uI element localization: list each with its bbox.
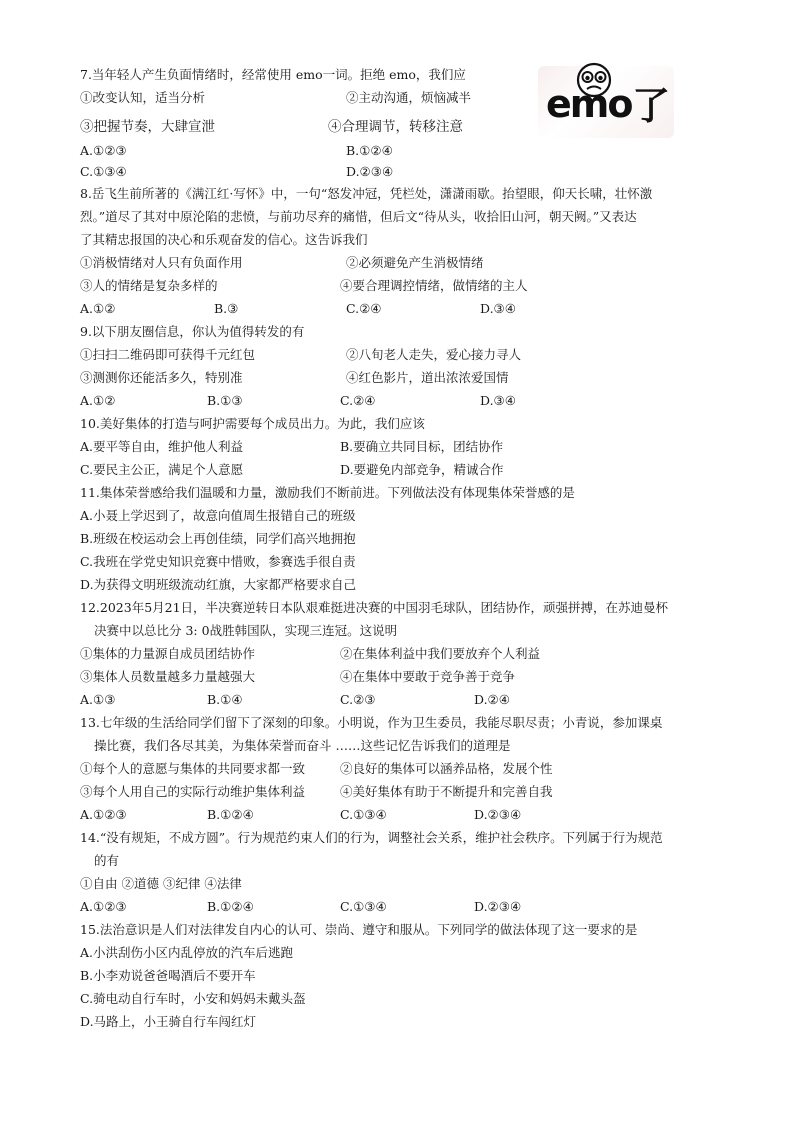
q7-option-3: ③把握节奏，大肆宣泄 [80, 119, 215, 135]
q13-choice-c: C.①③④ [340, 807, 387, 822]
q12-choice-b: B.①④ [207, 692, 243, 707]
q14-choice-b: B.①②④ [207, 899, 254, 914]
q11-choice-d: D.为获得文明班级流动红旗，大家都严格要求自己 [80, 577, 357, 592]
q9-option-4: ④红色影片，道出浓浓爱国情 [346, 370, 509, 385]
q7-option-2: ②主动沟通，烦恼减半 [346, 90, 472, 105]
q7-choice-c: C.①③④ [80, 164, 127, 179]
q12-choice-d: D.②④ [474, 692, 510, 707]
q9-stem: 9.以下朋友圈信息，你认为值得转发的有 [80, 324, 305, 339]
q9-choice-b: B.①③ [207, 393, 243, 408]
q12-option-2: ②在集体利益中我们要放弃个人利益 [340, 646, 541, 661]
q9-choice-d: D.③④ [480, 393, 516, 408]
q12-option-3: ③集体人员数量越多力量越强大 [80, 669, 256, 684]
q8-stem-line3: 了其精忠报国的决心和乐观奋发的信心。这告诉我们 [80, 232, 368, 247]
q8-option-3: ③人的情绪是复杂多样的 [80, 278, 218, 293]
q12-option-1: ①集体的力量源自成员团结协作 [80, 646, 256, 661]
q14-stem-line2: 的有 [94, 853, 120, 868]
q13-stem-line1: 13.七年级的生活给同学们留下了深刻的印象。小明说，作为卫生委员，我能尽职尽责；小青说，参加课桌 [80, 715, 663, 730]
q13-choice-d: D.②③④ [474, 807, 522, 822]
q15-choice-b: B.小李劝说爸爸喝酒后不要开车 [80, 968, 256, 983]
q13-option-3: ③每个人用自己的实际行动维护集体利益 [80, 784, 306, 799]
q10-stem: 10.美好集体的打造与呵护需要每个成员出力。为此，我们应该 [80, 416, 425, 431]
q9-choice-a: A.①② [80, 393, 116, 408]
q14-stem-line1: 14.“没有规矩，不成方圆”。行为规范约束人们的行为，调整社会关系，维护社会秩序。下列属于行为规范 [80, 830, 663, 845]
q9-option-1: ①扫扫二维码即可获得千元红包 [80, 347, 256, 362]
q12-choice-a: A.①③ [80, 692, 116, 707]
q11-choice-b: B.班级在校运动会上再创佳绩，同学们高兴地拥抱 [80, 531, 356, 546]
q15-choice-d: D.马路上，小王骑自行车闯红灯 [80, 1014, 257, 1029]
q7-option-4: ④合理调节，转移注意 [328, 119, 463, 135]
q11-choice-a: A.小聂上学迟到了，故意向值周生报错自己的班级 [80, 508, 356, 523]
q8-option-1: ①消极情绪对人只有负面作用 [80, 255, 243, 270]
q7-option-1: ①改变认知，适当分析 [80, 90, 206, 105]
q7-stem: 7.当年轻人产生负面情绪时，经常使用 emo一词。拒绝 emo，我们应 [80, 67, 466, 82]
q15-stem: 15.法治意识是人们对法律发自内心的认可、崇尚、遵守和服从。下列同学的做法体现了这一要求的是 [80, 922, 638, 937]
q10-choice-a: A.要平等自由，维护他人利益 [80, 439, 244, 454]
q13-option-4: ④美好集体有助于不断提升和完善自我 [340, 784, 553, 799]
q13-choice-a: A.①②③ [80, 807, 127, 822]
emo-illustration [538, 62, 674, 138]
q9-choice-c: C.②④ [340, 393, 376, 408]
q12-option-4: ④在集体中要敢于竞争善于竞争 [340, 669, 516, 684]
q8-option-4: ④要合理调控情绪，做情绪的主人 [340, 278, 528, 293]
q7-choice-a: A.①②③ [80, 143, 127, 158]
emo-word: emo [546, 82, 632, 126]
emo-le-char: 了 [632, 84, 671, 128]
q10-choice-d: D.要避免内部竞争，精诚合作 [340, 462, 504, 477]
q8-choice-a: A.①② [80, 301, 116, 316]
q11-choice-c: C.我班在学党史知识竞赛中惜败，参赛选手很自责 [80, 554, 356, 569]
q14-options: ①自由 ②道德 ③纪律 ④法律 [80, 876, 242, 891]
q12-choice-c: C.②③ [340, 692, 376, 707]
q13-stem-line2: 操比赛，我们各尽其美，为集体荣誉而奋斗 ……这些记忆告诉我们的道理是 [94, 738, 511, 753]
q12-stem-line1: 12.2023年5月21日，半决赛逆转日本队艰难挺进决赛的中国羽毛球队，团结协作，顽强拼搏，在苏迪曼杯 [80, 600, 669, 615]
q14-choice-d: D.②③④ [474, 899, 522, 914]
q15-choice-a: A.小洪刮伤小区内乱停放的汽车后逃跑 [80, 945, 294, 960]
q13-option-1: ①每个人的意愿与集体的共同要求都一致 [80, 761, 306, 776]
q8-choice-d: D.③④ [480, 301, 516, 316]
q11-stem: 11.集体荣誉感给我们温暖和力量，激励我们不断前进。下列做法没有体现集体荣誉感的是 [80, 485, 575, 500]
q8-choice-b: B.③ [214, 301, 239, 316]
q8-option-2: ②必须避免产生消极情绪 [346, 255, 484, 270]
q9-option-3: ③测测你还能活多久，特别准 [80, 370, 243, 385]
q10-choice-b: B.要确立共同目标，团结协作 [340, 439, 504, 454]
q8-stem-line1: 8.岳飞生前所著的《满江红·写怀》中，一句“怒发冲冠，凭栏处，潇潇雨歇。抬望眼，仰天长啸，壮怀激 [80, 186, 653, 201]
q8-choice-c: C.②④ [346, 301, 382, 316]
q7-choice-b: B.①②④ [346, 143, 393, 158]
q15-choice-c: C.骑电动自行车时，小安和妈妈未戴头盔 [80, 991, 306, 1006]
q12-stem-line2: 决赛中以总比分 3: 0战胜韩国队，实现三连冠。这说明 [94, 623, 398, 638]
q7-choice-d: D.②③④ [346, 164, 394, 179]
q10-choice-c: C.要民主公正，满足个人意愿 [80, 462, 244, 477]
q13-option-2: ②良好的集体可以涵养品格，发展个性 [340, 761, 553, 776]
q14-choice-c: C.①③④ [340, 899, 387, 914]
q14-choice-a: A.①②③ [80, 899, 127, 914]
q13-choice-b: B.①②④ [207, 807, 254, 822]
q8-stem-line2: 烈。”道尽了其对中原沦陷的悲愤，与前功尽弃的痛惜，但后文“待从头，收拾旧山河，朝天阙。”又表达 [80, 209, 637, 224]
q9-option-2: ②八旬老人走失，爱心接力寻人 [346, 347, 522, 362]
